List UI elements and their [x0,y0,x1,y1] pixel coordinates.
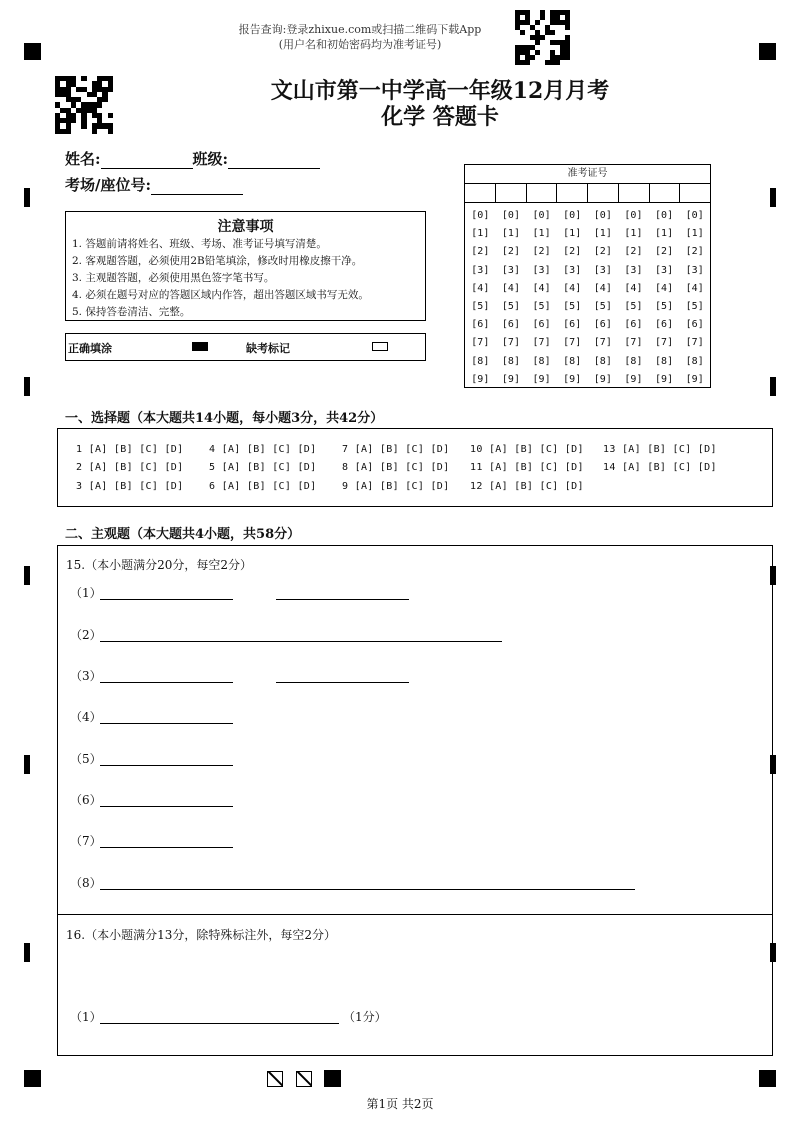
digit-bubble[interactable]: [3] [655,264,674,276]
answer-blank[interactable] [276,681,409,683]
digit-bubble[interactable]: [2] [563,246,582,258]
digit-bubble[interactable]: [8] [563,355,582,367]
admission-digit-column [465,207,496,389]
choice-question[interactable]: 11 [A] [B] [C] [D] [470,462,584,473]
digit-bubble[interactable]: [4] [563,282,582,294]
q15-label-8: （8） [70,876,102,890]
digit-bubble[interactable]: [8] [471,355,490,367]
timing-mark [770,377,776,396]
digit-bubble[interactable]: [3] [563,264,582,276]
choice-question[interactable]: 13 [A] [B] [C] [D] [603,444,717,455]
section2-title: 二、主观题（本大题共4小题，共58分） [65,527,301,542]
q15-label-3: （3） [70,669,102,683]
timing-mark [24,566,30,585]
digit-bubble[interactable]: [4] [471,282,490,294]
choice-question[interactable]: 4 [A] [B] [C] [D] [209,444,317,455]
digit-bubble[interactable]: [7] [624,337,643,349]
registration-mark [24,1070,41,1087]
digit-bubble[interactable]: [4] [593,282,612,294]
digit-bubble[interactable]: [2] [624,246,643,258]
answer-blank[interactable] [100,640,502,642]
q15-head: 15.（本小题满分20分，每空2分） [66,558,252,572]
password-hint: (用户名和初始密码均为准考证号) [278,38,442,51]
digit-bubble[interactable]: [5] [624,301,643,313]
choice-question[interactable]: 12 [A] [B] [C] [D] [470,481,584,492]
admission-digit-column [557,207,588,389]
digit-bubble[interactable]: [4] [685,282,704,294]
admission-digit-column [526,207,557,389]
choice-question[interactable]: 2 [A] [B] [C] [D] [76,462,184,473]
qr-code-icon [55,76,113,134]
digit-bubble[interactable]: [1] [501,228,520,240]
digit-bubble[interactable]: [7] [563,337,582,349]
answer-blank[interactable] [100,805,233,807]
answer-blank[interactable] [100,722,233,724]
digit-bubble[interactable]: [4] [501,282,520,294]
answer-blank[interactable] [100,681,233,683]
digit-bubble[interactable]: [5] [532,301,551,313]
digit-bubble[interactable]: [0] [624,210,643,221]
digit-bubble[interactable]: [8] [593,355,612,367]
digit-bubble[interactable]: [7] [471,337,490,349]
digit-bubble[interactable]: [3] [471,264,490,276]
digit-bubble[interactable]: [1] [471,228,490,240]
digit-bubble[interactable]: [5] [655,301,674,313]
digit-bubble[interactable]: [5] [471,301,490,313]
admission-digit-cell[interactable] [465,184,496,202]
answer-blank[interactable] [100,888,635,890]
digit-bubble[interactable]: [2] [501,246,520,258]
digit-bubble[interactable]: [1] [685,228,704,240]
choice-question[interactable]: 7 [A] [B] [C] [D] [342,444,450,455]
choice-question[interactable]: 6 [A] [B] [C] [D] [209,481,317,492]
choice-question[interactable]: 9 [A] [B] [C] [D] [342,481,450,492]
choice-question[interactable]: 5 [A] [B] [C] [D] [209,462,317,473]
q15-label-1: （1） [70,586,102,600]
digit-bubble[interactable]: [8] [624,355,643,367]
filled-sample-icon [192,342,208,351]
answer-blank[interactable] [276,598,409,600]
choice-question[interactable]: 1 [A] [B] [C] [D] [76,444,184,455]
admission-number-title: 准考证号 [465,165,710,184]
choice-question[interactable]: 8 [A] [B] [C] [D] [342,462,450,473]
digit-bubble[interactable]: [7] [655,337,674,349]
name-label: 姓名: [65,150,101,168]
q15-label-4: （4） [70,710,102,724]
choice-question[interactable]: 10 [A] [B] [C] [D] [470,444,584,455]
digit-bubble[interactable]: [6] [685,319,704,331]
digit-bubble[interactable]: [8] [532,355,551,367]
notice-title: 注意事项 [217,219,274,235]
answer-blank[interactable] [100,598,233,600]
q16-label-1: （1） [70,1010,102,1024]
digit-bubble[interactable]: [5] [563,301,582,313]
digit-bubble[interactable]: [4] [532,282,551,294]
absent-mark-label: 缺考标记 [246,342,290,355]
name-field[interactable] [65,148,320,169]
registration-mark [324,1070,341,1087]
digit-bubble[interactable]: [2] [532,246,551,258]
answer-blank[interactable] [100,1022,339,1024]
digit-bubble[interactable]: [9] [471,373,490,385]
digit-bubble[interactable]: [8] [655,355,674,367]
digit-bubble[interactable]: [0] [563,210,582,221]
digit-bubble[interactable]: [4] [655,282,674,294]
digit-bubble[interactable]: [6] [471,319,490,331]
digit-bubble[interactable]: [0] [532,210,551,221]
digit-bubble[interactable]: [2] [471,246,490,258]
q15-label-6: （6） [70,793,102,807]
digit-bubble[interactable]: [5] [501,301,520,313]
name-input[interactable] [101,153,193,169]
fill-legend [65,333,426,361]
section1-title: 一、选择题（本大题共14小题，每小题3分，共42分） [65,411,384,426]
digit-bubble[interactable]: [2] [593,246,612,258]
digit-bubble[interactable]: [3] [624,264,643,276]
digit-bubble[interactable]: [1] [532,228,551,240]
notice-item: 2. 客观题答题，必须使用2B铅笔填涂，修改时用橡皮擦干净。 [72,255,363,267]
digit-bubble[interactable]: [0] [655,210,674,221]
q15-label-2: （2） [70,628,102,642]
admission-digit-cell[interactable] [557,184,588,202]
notice-item: 1. 答题前请将姓名、班级、考场、准考证号填写清楚。 [72,238,327,250]
admission-digit-column [679,207,710,389]
digit-bubble[interactable]: [1] [593,228,612,240]
timing-mark [24,943,30,962]
q16-score-note: （1分） [343,1010,387,1024]
digit-bubble[interactable]: [7] [593,337,612,349]
digit-bubble[interactable]: [2] [685,246,704,258]
digit-bubble[interactable]: [9] [655,373,674,385]
q15-label-5: （5） [70,752,102,766]
admission-digit-column [618,207,649,389]
admission-digit-column [588,207,619,389]
admission-digit-cell[interactable] [496,184,527,202]
choice-question[interactable]: 14 [A] [B] [C] [D] [603,462,717,473]
report-hint: 报告查询:登录zhixue.com或扫描二维码下载App [238,23,482,36]
class-input[interactable] [228,153,320,169]
exam-title: 文山市第一中学高一年级12月月考 [270,78,610,104]
admission-digit-cell[interactable] [650,184,681,202]
qr-code-icon[interactable] [515,10,570,65]
digit-bubble[interactable]: [0] [593,210,612,221]
timing-mark [24,188,30,207]
digit-bubble[interactable]: [6] [593,319,612,331]
subject-title: 化学 答题卡 [381,104,499,130]
digit-bubble[interactable]: [6] [624,319,643,331]
digit-bubble[interactable]: [1] [563,228,582,240]
q15-label-7: （7） [70,834,102,848]
choice-question[interactable]: 3 [A] [B] [C] [D] [76,481,184,492]
notice-item: 4. 必须在题号对应的答题区域内作答，超出答题区域书写无效。 [72,289,369,301]
q15-box [57,545,773,915]
admission-digit-column [496,207,527,389]
notice-item: 3. 主观题答题，必须使用黑色签字笔书写。 [72,272,275,284]
seat-input[interactable] [151,179,243,195]
admission-number-write-cells [465,184,710,203]
timing-mark [770,188,776,207]
digit-bubble[interactable]: [1] [655,228,674,240]
digit-bubble[interactable]: [9] [532,373,551,385]
absent-mark-box[interactable] [372,342,388,351]
digit-bubble[interactable]: [6] [501,319,520,331]
digit-bubble[interactable]: [9] [685,373,704,385]
admission-number-grid [464,164,711,388]
slash-box-icon [267,1071,283,1087]
notice-box [65,211,426,321]
admission-digit-cell[interactable] [527,184,558,202]
digit-bubble[interactable]: [9] [624,373,643,385]
digit-bubble[interactable]: [9] [563,373,582,385]
digit-bubble[interactable]: [6] [532,319,551,331]
page-number: 第1页 共2页 [366,1097,434,1111]
slash-box-icon [296,1071,312,1087]
digit-bubble[interactable]: [3] [532,264,551,276]
admission-digit-cell[interactable] [588,184,619,202]
admission-number-bubbles [465,203,710,389]
digit-bubble[interactable]: [0] [471,210,490,221]
seat-field[interactable] [65,174,243,195]
digit-bubble[interactable]: [5] [593,301,612,313]
digit-bubble[interactable]: [9] [501,373,520,385]
digit-bubble[interactable]: [9] [593,373,612,385]
admission-digit-column [649,207,680,389]
digit-bubble[interactable]: [3] [593,264,612,276]
notice-item: 5. 保持答卷清洁、完整。 [72,306,191,318]
digit-bubble[interactable]: [7] [685,337,704,349]
registration-mark [24,43,41,60]
correct-fill-label: 正确填涂 [68,342,112,355]
digit-bubble[interactable]: [3] [501,264,520,276]
class-label: 班级: [192,150,229,168]
answer-blank[interactable] [100,846,233,848]
digit-bubble[interactable]: [7] [532,337,551,349]
digit-bubble[interactable]: [2] [655,246,674,258]
admission-digit-cell[interactable] [680,184,710,202]
digit-bubble[interactable]: [4] [624,282,643,294]
registration-mark [759,1070,776,1087]
digit-bubble[interactable]: [0] [501,210,520,221]
digit-bubble[interactable]: [1] [624,228,643,240]
digit-bubble[interactable]: [6] [655,319,674,331]
q16-head: 16.（本小题满分13分，除特殊标注外，每空2分） [66,928,336,942]
digit-bubble[interactable]: [8] [501,355,520,367]
digit-bubble[interactable]: [6] [563,319,582,331]
registration-mark [759,43,776,60]
digit-bubble[interactable]: [5] [685,301,704,313]
admission-digit-cell[interactable] [619,184,650,202]
seat-label: 考场/座位号: [65,176,152,194]
digit-bubble[interactable]: [7] [501,337,520,349]
digit-bubble[interactable]: [0] [685,210,704,221]
timing-mark [24,377,30,396]
digit-bubble[interactable]: [8] [685,355,704,367]
digit-bubble[interactable]: [3] [685,264,704,276]
answer-blank[interactable] [100,764,233,766]
timing-mark [24,755,30,774]
